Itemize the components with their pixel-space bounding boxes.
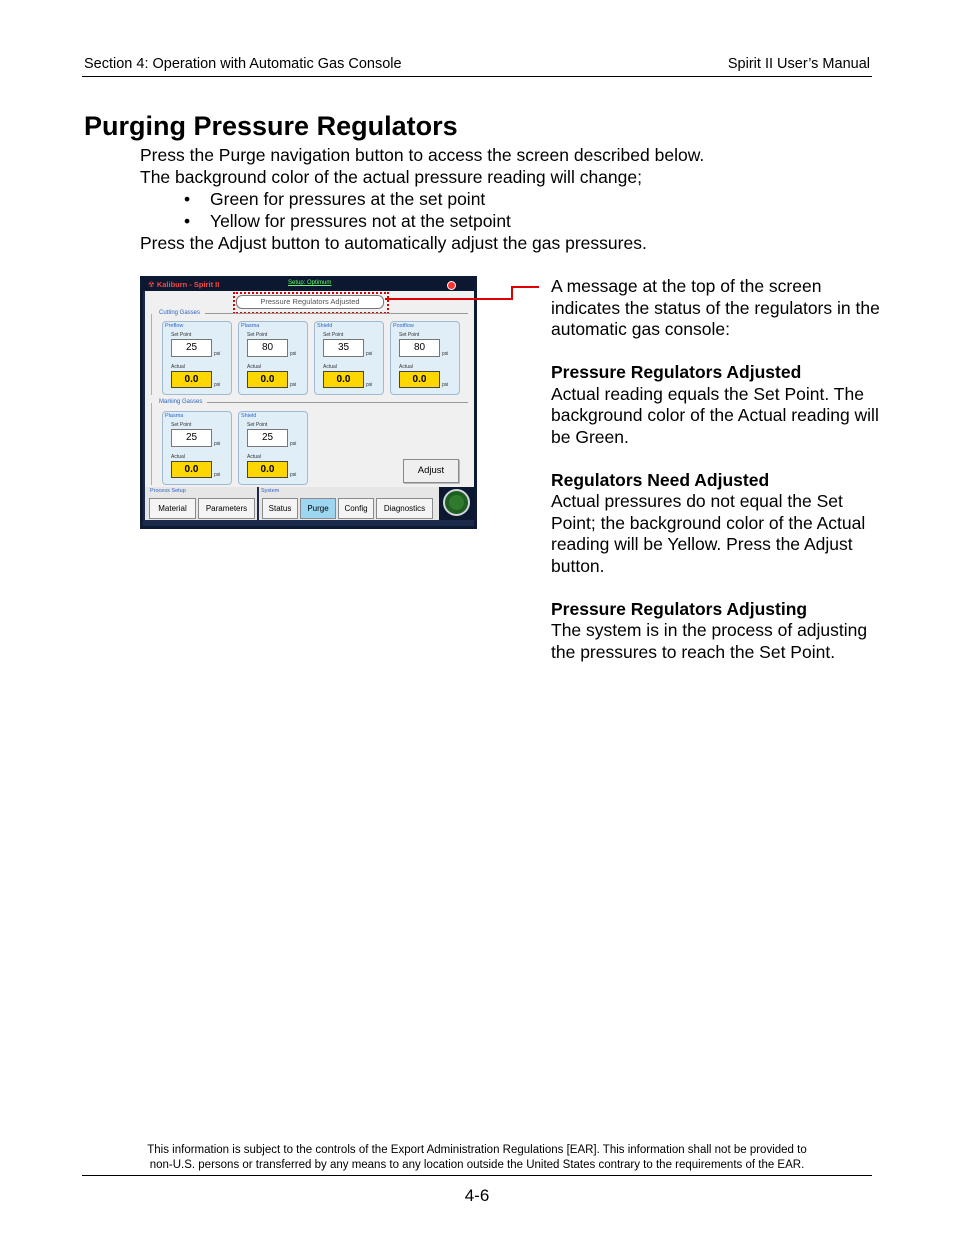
header-manual: Spirit II User’s Manual (727, 56, 870, 72)
need-adjusted-text: Actual pressures do not equal the Set Point; the background color of the Actual reading will be Yellow. Press the Adjust button. (551, 491, 866, 576)
callout-line (511, 286, 539, 288)
gas-name: Shield (241, 413, 257, 419)
marking-group-title: Marking Gasses (159, 399, 203, 405)
set-point-label: Set Point (399, 332, 420, 338)
need-adjusted-heading: Regulators Need Adjusted (551, 469, 770, 490)
set-point-input[interactable]: 25 (171, 339, 212, 357)
app-title: ☢ Kaliburn - Spirit II (148, 280, 220, 289)
intro-line-2: The background color of the actual pressure reading will change; (140, 167, 642, 187)
actual-reading: 0.0 (171, 371, 212, 388)
power-button-icon[interactable] (443, 489, 470, 516)
actual-label: Actual (171, 454, 185, 460)
nav-material-button[interactable]: Material (149, 498, 196, 519)
adjusting-text: The system is in the process of adjusting the pressures to reach the Set Point. (551, 620, 868, 662)
actual-label: Actual (323, 364, 337, 370)
set-point-label: Set Point (247, 422, 268, 428)
list-item (140, 188, 840, 210)
status-message-highlight (233, 292, 389, 314)
set-point-input[interactable]: 25 (247, 429, 288, 447)
actual-label: Actual (247, 454, 261, 460)
purge-panel (145, 291, 474, 487)
description-intro: A message at the top of the screen indicates the status of the regulators in the automatic gas console: (551, 276, 880, 339)
bullet-icon: • (184, 211, 191, 231)
gas-card-marking-shield (238, 411, 308, 485)
power-area (439, 487, 474, 520)
actual-reading: 0.0 (171, 461, 212, 478)
status-descriptions (551, 276, 881, 663)
actual-label: Actual (171, 364, 185, 370)
nav-bar (145, 487, 439, 520)
nav-diagnostics-button[interactable]: Diagnostics (376, 498, 433, 519)
gas-name: Postflow (393, 323, 414, 329)
actual-reading: 0.0 (399, 371, 440, 388)
adjusted-heading: Pressure Regulators Adjusted (551, 362, 802, 382)
gas-name: Preflow (165, 323, 184, 329)
intro-line-3: Press the Adjust button to automatically adjust the gas pressures. (140, 233, 647, 253)
gas-name: Shield (317, 323, 333, 329)
bullet-list (140, 188, 840, 232)
nav-purge-button[interactable]: Purge (300, 498, 336, 519)
actual-label: Actual (399, 364, 413, 370)
spacer (551, 577, 881, 599)
gas-card-marking-plasma (162, 411, 232, 485)
nav-group-system: System (261, 488, 280, 494)
screen-inner (143, 279, 474, 526)
actual-label: Actual (247, 364, 261, 370)
header-rule (82, 76, 872, 77)
actual-reading: 0.0 (247, 371, 288, 388)
adjusted-text: Actual reading equals the Set Point. The background color of the Actual reading will be Green. (551, 383, 879, 447)
set-point-input[interactable]: 80 (247, 339, 288, 357)
set-point-label: Set Point (171, 422, 192, 428)
footer-rule (82, 1175, 872, 1176)
set-point-input[interactable]: 35 (323, 339, 364, 357)
set-point-label: Set Point (171, 332, 192, 338)
nav-config-button[interactable]: Config (338, 498, 374, 519)
unit-label: psi (290, 441, 297, 447)
set-point-label: Set Point (323, 332, 344, 338)
export-notice-line-1: This information is subject to the controls of the Export Administration Regulations [EAR]. This information shall not be provided to (147, 1144, 807, 1156)
spacer (551, 448, 881, 470)
export-notice (84, 1143, 870, 1173)
unit-label: psi (214, 472, 221, 478)
adjusting-heading: Pressure Regulators Adjusting (551, 598, 808, 619)
gas-name: Plasma (165, 413, 184, 419)
nav-group-process-setup: Process Setup (150, 488, 186, 494)
set-point-label: Set Point (247, 332, 268, 338)
unit-label: psi (290, 351, 297, 357)
unit-label: psi (214, 382, 221, 388)
intro-line-1: Press the Purge navigation button to access the screen described below. (140, 145, 705, 165)
nav-parameters-button[interactable]: Parameters (198, 498, 255, 519)
screen-topbar (143, 279, 474, 291)
actual-reading: 0.0 (247, 461, 288, 478)
cutting-group-title: Cutting Gasses (159, 310, 201, 316)
spacer (551, 341, 881, 363)
unit-label: psi (442, 382, 449, 388)
page-number: 4-6 (464, 1186, 490, 1205)
actual-reading: 0.0 (323, 371, 364, 388)
gas-name: Plasma (241, 323, 260, 329)
unit-label: psi (214, 351, 221, 357)
gas-card-postflow (390, 321, 460, 395)
header-section: Section 4: Operation with Automatic Gas Console (84, 56, 402, 72)
adjust-button[interactable]: Adjust (403, 459, 459, 483)
set-point-input[interactable]: 25 (171, 429, 212, 447)
unit-label: psi (366, 382, 373, 388)
page-title: Purging Pressure Regulators (84, 111, 458, 141)
setup-link[interactable]: Setup: Optimum (288, 280, 332, 286)
unit-label: psi (442, 351, 449, 357)
gas-card-plasma (238, 321, 308, 395)
unit-label: psi (214, 441, 221, 447)
marking-group-rule (207, 402, 468, 403)
bullet-text: Green for pressures at the set point (210, 189, 486, 209)
intro (140, 144, 840, 254)
nav-status-button[interactable]: Status (262, 498, 298, 519)
callout-line (385, 298, 513, 300)
unit-label: psi (366, 351, 373, 357)
nav-separator (257, 487, 259, 520)
bullet-icon: • (184, 189, 191, 209)
list-item (140, 210, 840, 232)
unit-label: psi (290, 472, 297, 478)
export-notice-line-2: non-U.S. persons or transferred by any means to any location outside the United States contrary to the requirements of the EAR. (149, 1159, 805, 1171)
purge-screen (140, 276, 477, 529)
gas-card-shield (314, 321, 384, 395)
unit-label: psi (290, 382, 297, 388)
alarm-led-icon (447, 281, 456, 290)
bullet-text: Yellow for pressures not at the setpoint (210, 211, 511, 231)
gas-card-preflow (162, 321, 232, 395)
set-point-input[interactable]: 80 (399, 339, 440, 357)
status-message: Pressure Regulators Adjusted (236, 295, 384, 309)
cutting-group-rule (205, 313, 468, 314)
